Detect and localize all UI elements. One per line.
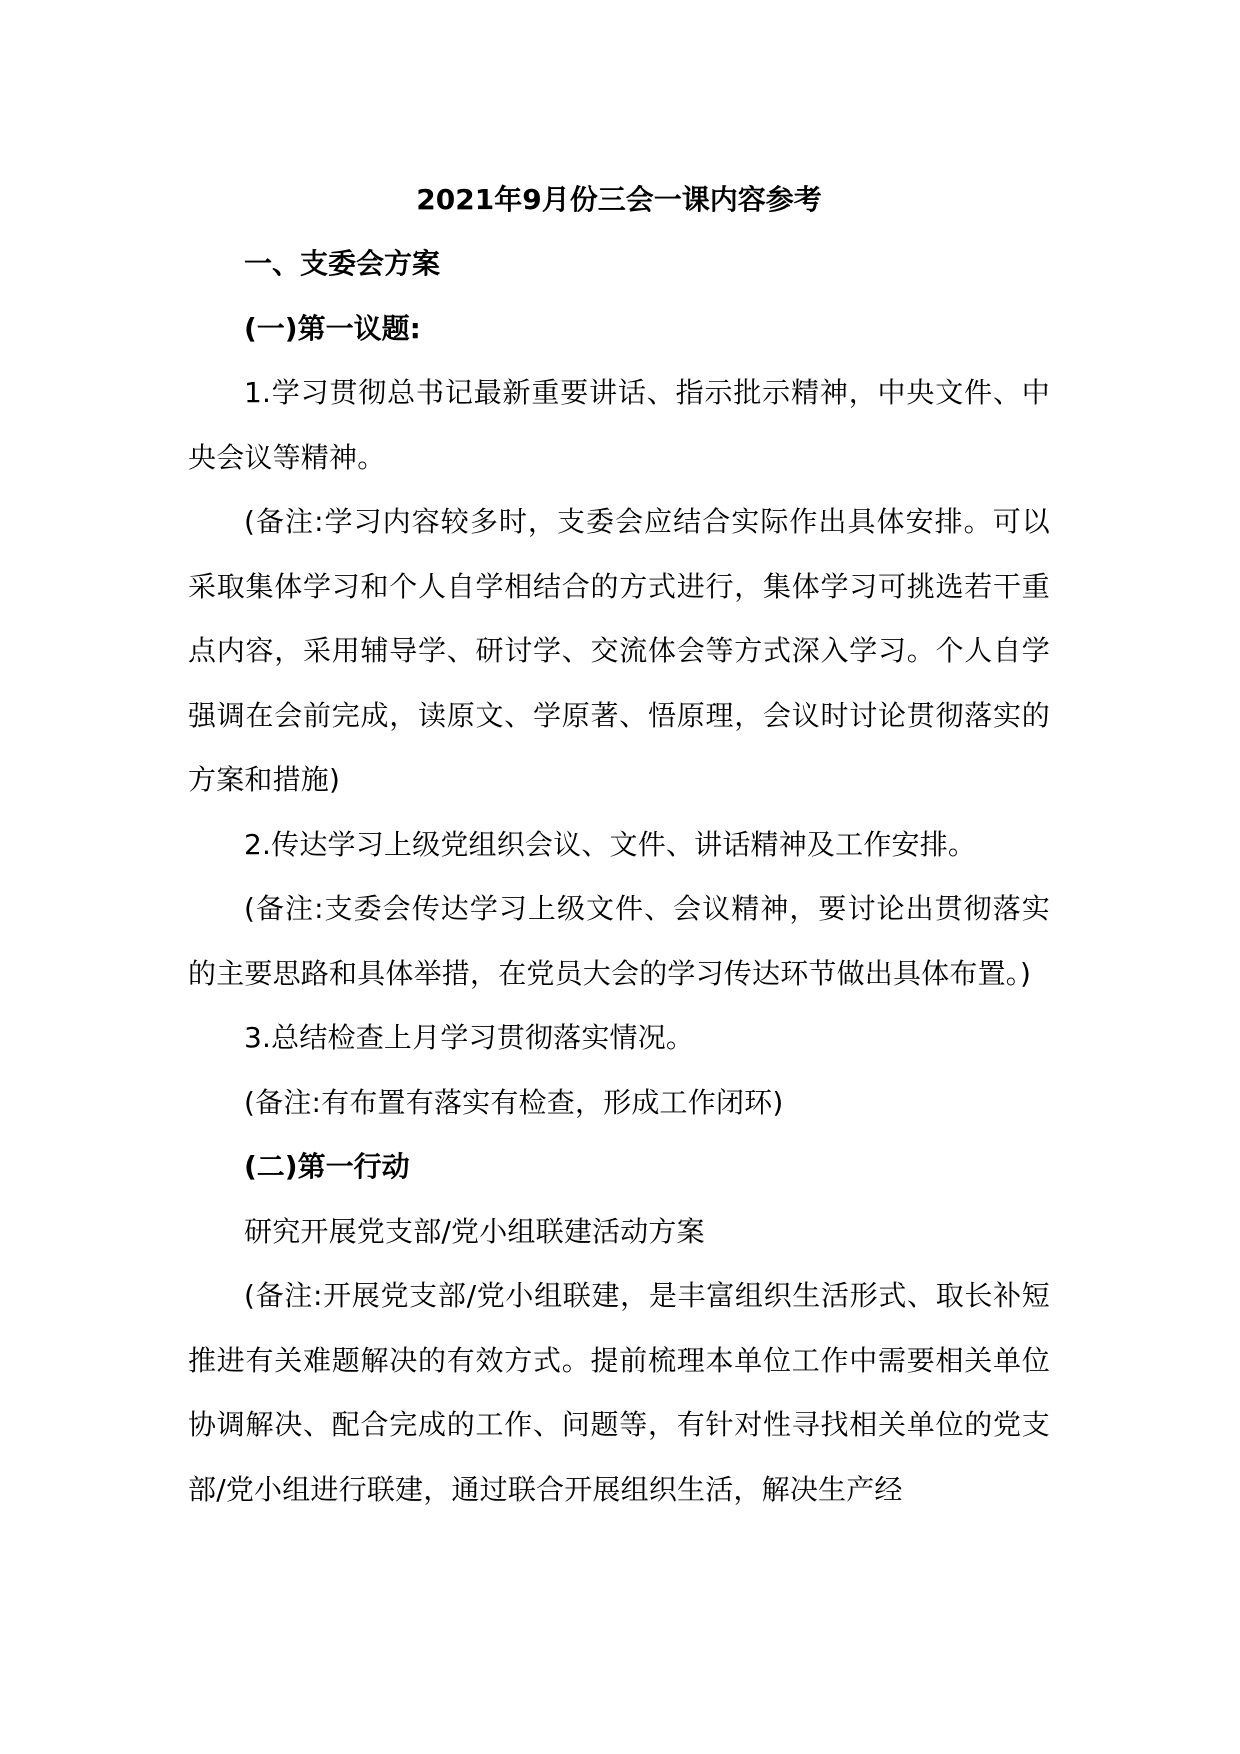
subsection-heading: (一)第一议题: — [244, 311, 421, 345]
agenda-item: 1.学习贯彻总书记最新重要讲话、指示批示精神，中央文件、中央会议等精神。 — [188, 376, 1050, 474]
subsection-heading: (二)第一行动 — [244, 1150, 410, 1183]
section-heading: 一、支委会方案 — [244, 247, 441, 280]
agenda-item: 3.总结检查上月学习贯彻落实情况。 — [244, 1021, 695, 1054]
remark-paragraph: (备注:支委会传达学习上级文件、会议精神，要讨论出贯彻落实的主要思路和具体举措，在党员大会的学习传达环节做出具体布置。) — [188, 892, 1050, 990]
action-item: 研究开展党支部/党小组联建活动方案 — [244, 1214, 705, 1248]
remark-paragraph: (备注:学习内容较多时，支委会应结合实际作出具体安排。可以采取集体学习和个人自学相结合的方式进行，集体学习可挑选若干重点内容，采用辅导学、研讨学、交流体会等方式深入学习。个人自学强调在会前完成，读原文、学原著、悟原理，会议时讨论贯彻落实的方案和措施) — [188, 505, 1050, 796]
agenda-item: 2.传达学习上级党组织会议、文件、讲话精神及工作安排。 — [244, 827, 977, 861]
remark-paragraph: (备注:有布置有落实有检查，形成工作闭环) — [244, 1085, 784, 1119]
document-title: 2021年9月份三会一课内容参考 — [416, 183, 822, 216]
document-body — [188, 168, 1050, 1522]
remark-paragraph: (备注:开展党支部/党小组联建，是丰富组织生活形式、取长补短推进有关难题解决的有效方式。提前梳理本单位工作中需要相关单位协调解决、配合完成的工作、问题等，有针对性寻找相关单位的党支部/党小组进行联建，通过联合开展组织生活，解决生产经 — [188, 1279, 1050, 1506]
